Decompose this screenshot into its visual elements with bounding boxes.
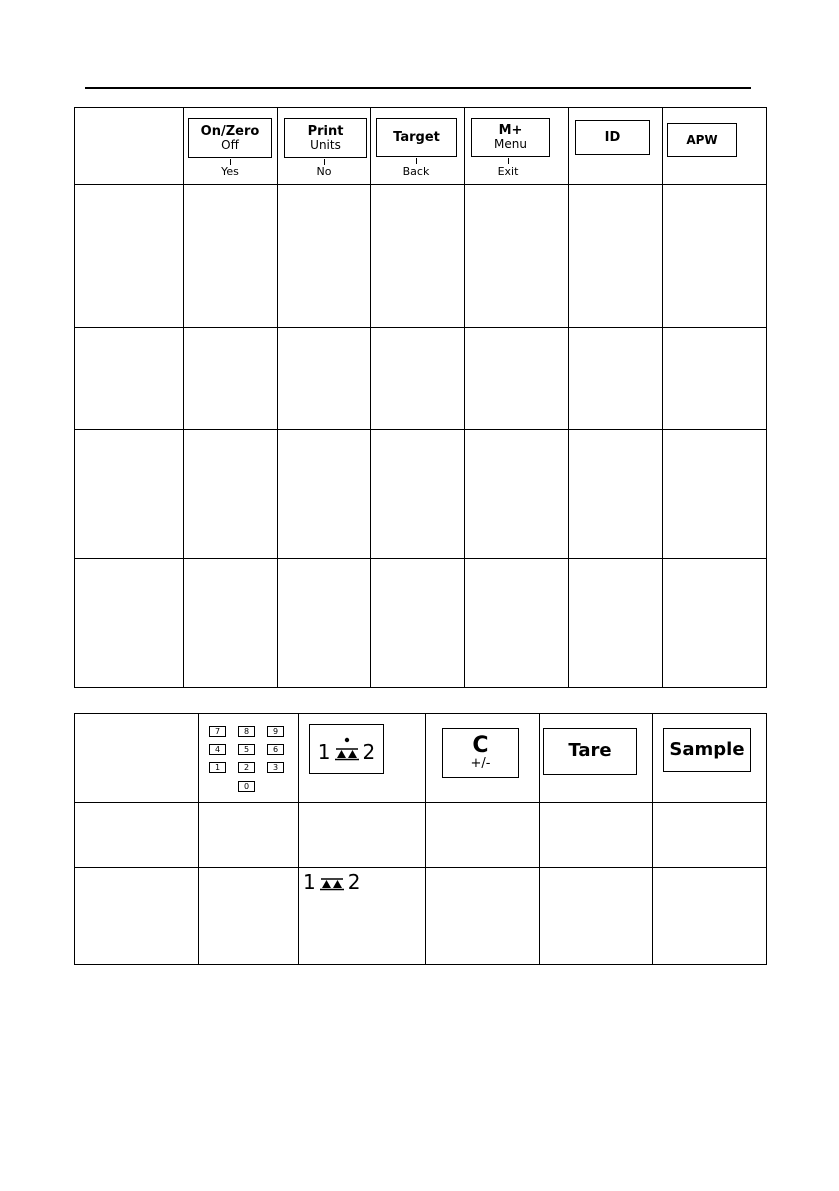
clear-key-sublabel: +/- (470, 755, 491, 771)
print-key[interactable] (284, 118, 367, 158)
id-key[interactable] (575, 120, 650, 155)
mplus-below-label: Exit (497, 165, 519, 178)
print-below-label: No (316, 165, 332, 178)
table-cell (465, 185, 569, 328)
tare-header-cell (540, 714, 653, 803)
clear-header-cell (426, 714, 540, 803)
table-cell (75, 803, 199, 868)
scale-right-label: 2 (362, 740, 376, 764)
sample-header-cell (653, 714, 767, 803)
table-cell (299, 803, 426, 868)
table-cell (75, 868, 199, 965)
table-cell (75, 328, 184, 430)
print-key-label: Print (307, 123, 344, 139)
table-cell (184, 430, 278, 559)
table-cell (653, 803, 767, 868)
onzero-header-cell (184, 108, 278, 185)
header-blank-cell (75, 108, 184, 185)
onzero-key[interactable] (188, 118, 272, 158)
table-cell (569, 328, 663, 430)
target-key-label: Target (393, 129, 440, 145)
scale-inline-left-label: 1 (303, 870, 316, 894)
print-header-cell (278, 108, 371, 185)
numeric-keypad[interactable] (207, 726, 289, 796)
mplus-key-label: M+ (498, 123, 523, 139)
mplus-tick (508, 158, 509, 164)
numpad-key-9[interactable]: 9 (267, 726, 284, 737)
table-cell (278, 328, 371, 430)
scale-select-key[interactable] (309, 724, 384, 774)
apw-key-label: APW (686, 132, 718, 147)
numpad-key-0[interactable]: 0 (238, 781, 255, 792)
numpad-key-1[interactable]: 1 (209, 762, 226, 773)
table-cell (199, 868, 299, 965)
header-rule (85, 87, 751, 89)
target-tick (416, 158, 417, 164)
numpad-key-7[interactable]: 7 (209, 726, 226, 737)
scale-icon-cell (299, 868, 426, 965)
table-cell (569, 185, 663, 328)
table-cell (371, 185, 465, 328)
table-cell (371, 430, 465, 559)
scale-left-label: 1 (317, 740, 331, 764)
table-cell (75, 185, 184, 328)
balance-icon (320, 872, 344, 892)
table-cell (75, 559, 184, 688)
tare-key-label: Tare (568, 740, 612, 762)
sample-key[interactable] (663, 728, 751, 772)
mplus-header-cell (465, 108, 569, 185)
table-cell (184, 328, 278, 430)
table-cell (199, 803, 299, 868)
table-cell (663, 430, 767, 559)
table-cell (278, 430, 371, 559)
target-header-cell (371, 108, 465, 185)
key-function-table-2 (74, 713, 767, 965)
onzero-key-label: On/Zero (200, 123, 260, 139)
key-function-table-1 (74, 107, 767, 688)
id-key-label: ID (604, 129, 621, 145)
apw-key[interactable] (667, 123, 737, 157)
numpad-header-cell (199, 714, 299, 803)
table-cell (426, 868, 540, 965)
balance-icon (335, 736, 359, 762)
table-cell (663, 559, 767, 688)
print-key-sublabel: Units (310, 137, 341, 152)
table-cell (184, 559, 278, 688)
table-cell (371, 328, 465, 430)
table-cell (653, 868, 767, 965)
table-cell (663, 185, 767, 328)
table-cell (426, 803, 540, 868)
numpad-key-4[interactable]: 4 (209, 744, 226, 755)
scale-icon (318, 736, 375, 762)
apw-header-cell (663, 108, 767, 185)
table-cell (465, 328, 569, 430)
table-cell (465, 430, 569, 559)
scale-icon-inline (303, 872, 425, 892)
table-cell (540, 868, 653, 965)
id-header-cell (569, 108, 663, 185)
onzero-key-sublabel: Off (221, 137, 239, 152)
table-cell (75, 430, 184, 559)
scale-header-cell (299, 714, 426, 803)
mplus-key-sublabel: Menu (494, 137, 527, 152)
clear-key-label: C (472, 732, 489, 758)
numpad-key-3[interactable]: 3 (267, 762, 284, 773)
clear-key[interactable] (442, 728, 519, 778)
target-below-label: Back (402, 165, 430, 178)
table-cell (663, 328, 767, 430)
numpad-key-6[interactable]: 6 (267, 744, 284, 755)
table-cell (540, 803, 653, 868)
table-cell (184, 185, 278, 328)
mplus-key[interactable] (471, 118, 550, 157)
header-blank-cell (75, 714, 199, 803)
table-cell (465, 559, 569, 688)
table-cell (569, 430, 663, 559)
table-cell (569, 559, 663, 688)
scale-inline-right-label: 2 (347, 870, 361, 894)
numpad-key-2[interactable]: 2 (238, 762, 255, 773)
tare-key[interactable] (543, 728, 637, 775)
numpad-key-8[interactable]: 8 (238, 726, 255, 737)
target-key[interactable] (376, 118, 457, 157)
onzero-below-label: Yes (221, 165, 239, 178)
table-cell (278, 185, 371, 328)
numpad-key-5[interactable]: 5 (238, 744, 255, 755)
sample-key-label: Sample (669, 738, 745, 760)
table-cell (371, 559, 465, 688)
table-cell (278, 559, 371, 688)
